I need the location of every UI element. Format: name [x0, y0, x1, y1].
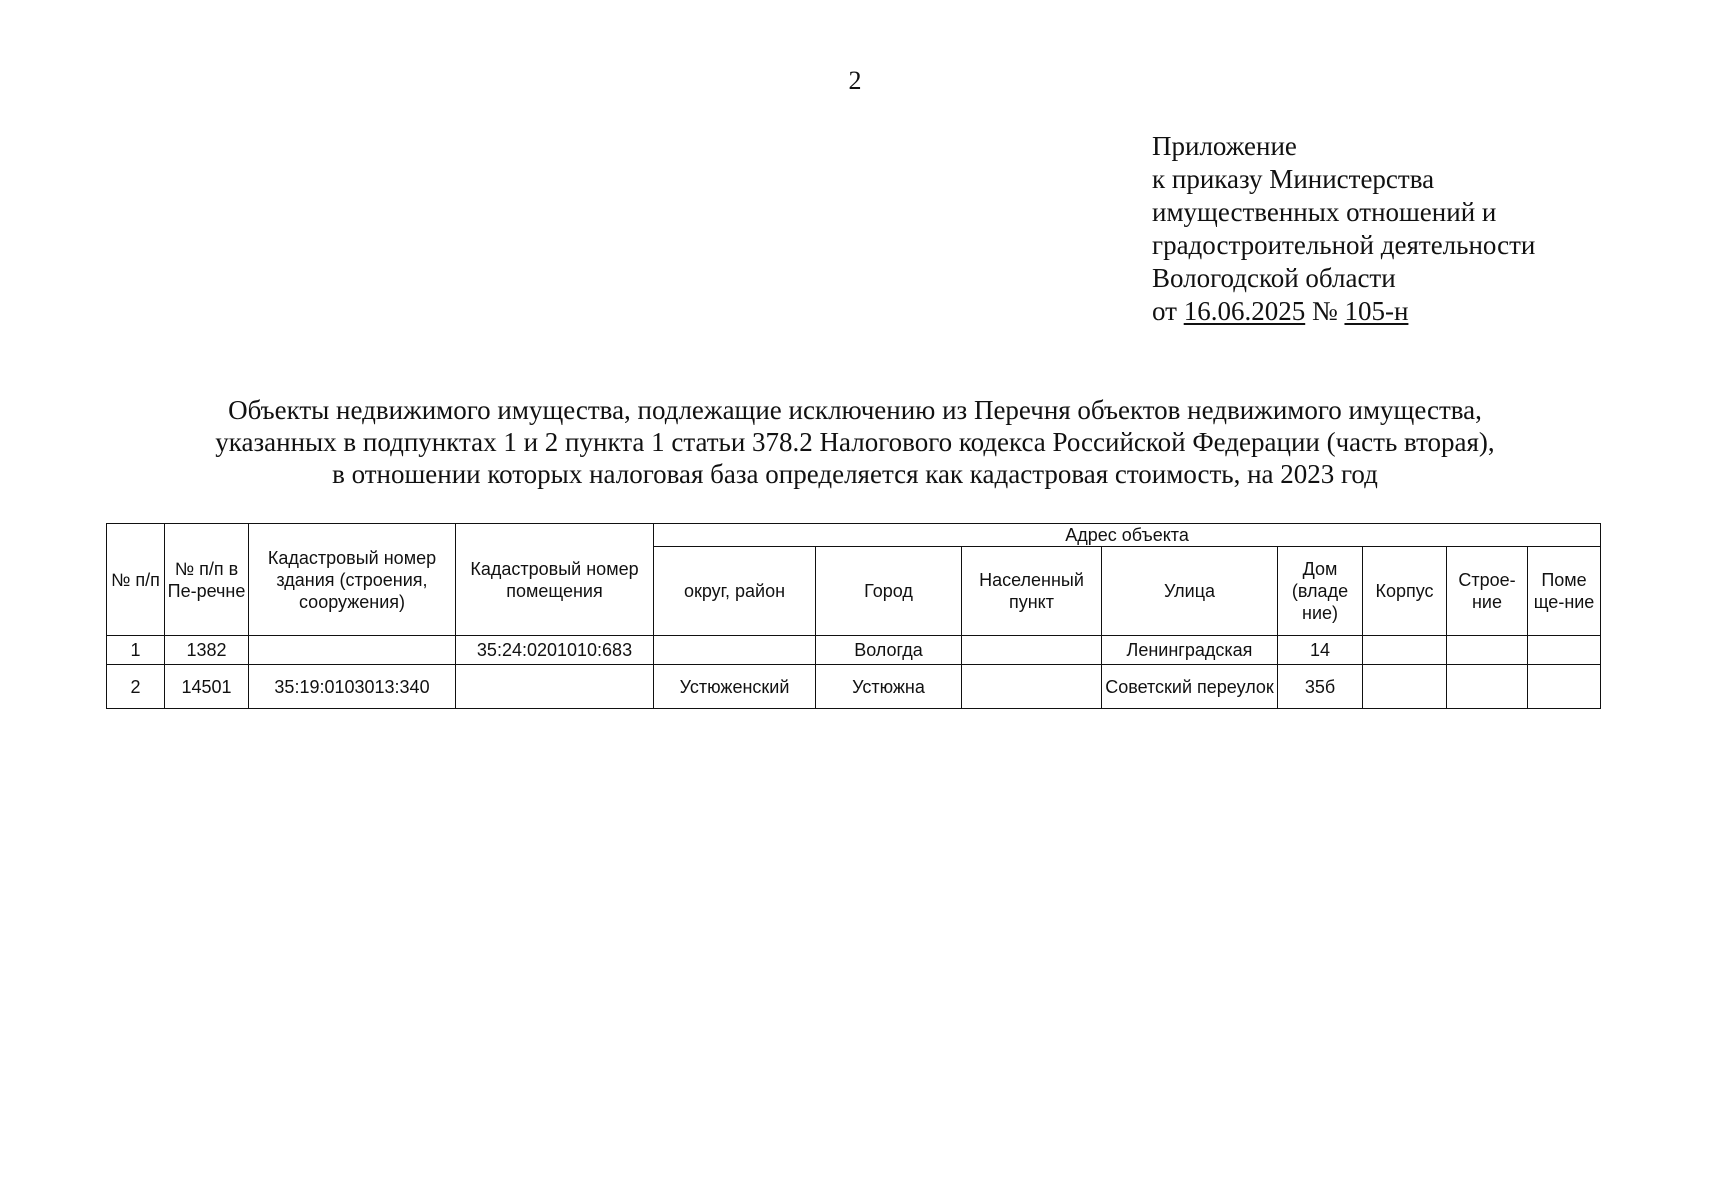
- col-header-pomeshchenie: Поме ще-ние: [1528, 547, 1601, 636]
- cell-list-num: 1382: [165, 636, 249, 665]
- col-header-num: № п/п: [107, 524, 165, 636]
- col-header-locality: Населенный пункт: [962, 547, 1102, 636]
- objects-table: [106, 523, 1601, 709]
- cell-street: Советский переулок: [1102, 665, 1278, 709]
- cell-district: [654, 636, 816, 665]
- cell-locality: [962, 636, 1102, 665]
- title-line: в отношении которых налоговая база определяется как кадастровая стоимость, на 2023 год: [332, 459, 1378, 489]
- title-line: указанных в подпунктах 1 и 2 пункта 1 статьи 378.2 Налогового кодекса Российской Федерации (часть вторая),: [215, 427, 1495, 457]
- order-number: 105-н: [1344, 296, 1409, 326]
- cell-house: 14: [1278, 636, 1363, 665]
- cell-city: Вологда: [816, 636, 962, 665]
- cell-korpus: [1363, 636, 1447, 665]
- col-header-address-group: Адрес объекта: [654, 524, 1601, 547]
- document-title: [100, 394, 1610, 490]
- appendix-line: имущественных отношений и: [1152, 197, 1497, 227]
- appendix-block: [1152, 130, 1672, 328]
- cell-num: 2: [107, 665, 165, 709]
- table-row: [107, 636, 1601, 665]
- number-sign: №: [1305, 296, 1345, 326]
- cell-num: 1: [107, 636, 165, 665]
- cell-building-cadastral: 35:19:0103013:340: [249, 665, 456, 709]
- col-header-room-cadastral: Кадастровый номер помещения: [456, 524, 654, 636]
- appendix-line: Вологодской области: [1152, 263, 1396, 293]
- date-prefix: от: [1152, 296, 1184, 326]
- col-header-korpus: Корпус: [1363, 547, 1447, 636]
- cell-stroenie: [1447, 636, 1528, 665]
- cell-district: Устюженский: [654, 665, 816, 709]
- col-header-stroenie: Строе-ние: [1447, 547, 1528, 636]
- table-row: [107, 665, 1601, 709]
- order-date: 16.06.2025: [1183, 296, 1306, 326]
- cell-street: Ленинградская: [1102, 636, 1278, 665]
- cell-house: 35б: [1278, 665, 1363, 709]
- col-header-city: Город: [816, 547, 962, 636]
- page-number: 2: [848, 66, 862, 95]
- cell-stroenie: [1447, 665, 1528, 709]
- appendix-line: к приказу Министерства: [1152, 164, 1435, 194]
- cell-pomeshchenie: [1528, 636, 1601, 665]
- col-header-street: Улица: [1102, 547, 1278, 636]
- cell-locality: [962, 665, 1102, 709]
- header-row: [107, 524, 1601, 547]
- title-line: Объекты недвижимого имущества, подлежащие исключению из Перечня объектов недвижимого имущества,: [228, 395, 1482, 425]
- appendix-date-line: [1152, 295, 1672, 328]
- cell-room-cadastral: 35:24:0201010:683: [456, 636, 654, 665]
- col-header-building-cadastral: Кадастровый номер здания (строения, сооружения): [249, 524, 456, 636]
- col-header-house: Дом (владе ние): [1278, 547, 1363, 636]
- appendix-line: градостроительной деятельности: [1152, 230, 1536, 260]
- cell-list-num: 14501: [165, 665, 249, 709]
- cell-building-cadastral: [249, 636, 456, 665]
- col-header-district: округ, район: [654, 547, 816, 636]
- col-header-list-num: № п/п в Пе-речне: [165, 524, 249, 636]
- cell-korpus: [1363, 665, 1447, 709]
- appendix-line: Приложение: [1152, 131, 1297, 161]
- cell-room-cadastral: [456, 665, 654, 709]
- cell-pomeshchenie: [1528, 665, 1601, 709]
- cell-city: Устюжна: [816, 665, 962, 709]
